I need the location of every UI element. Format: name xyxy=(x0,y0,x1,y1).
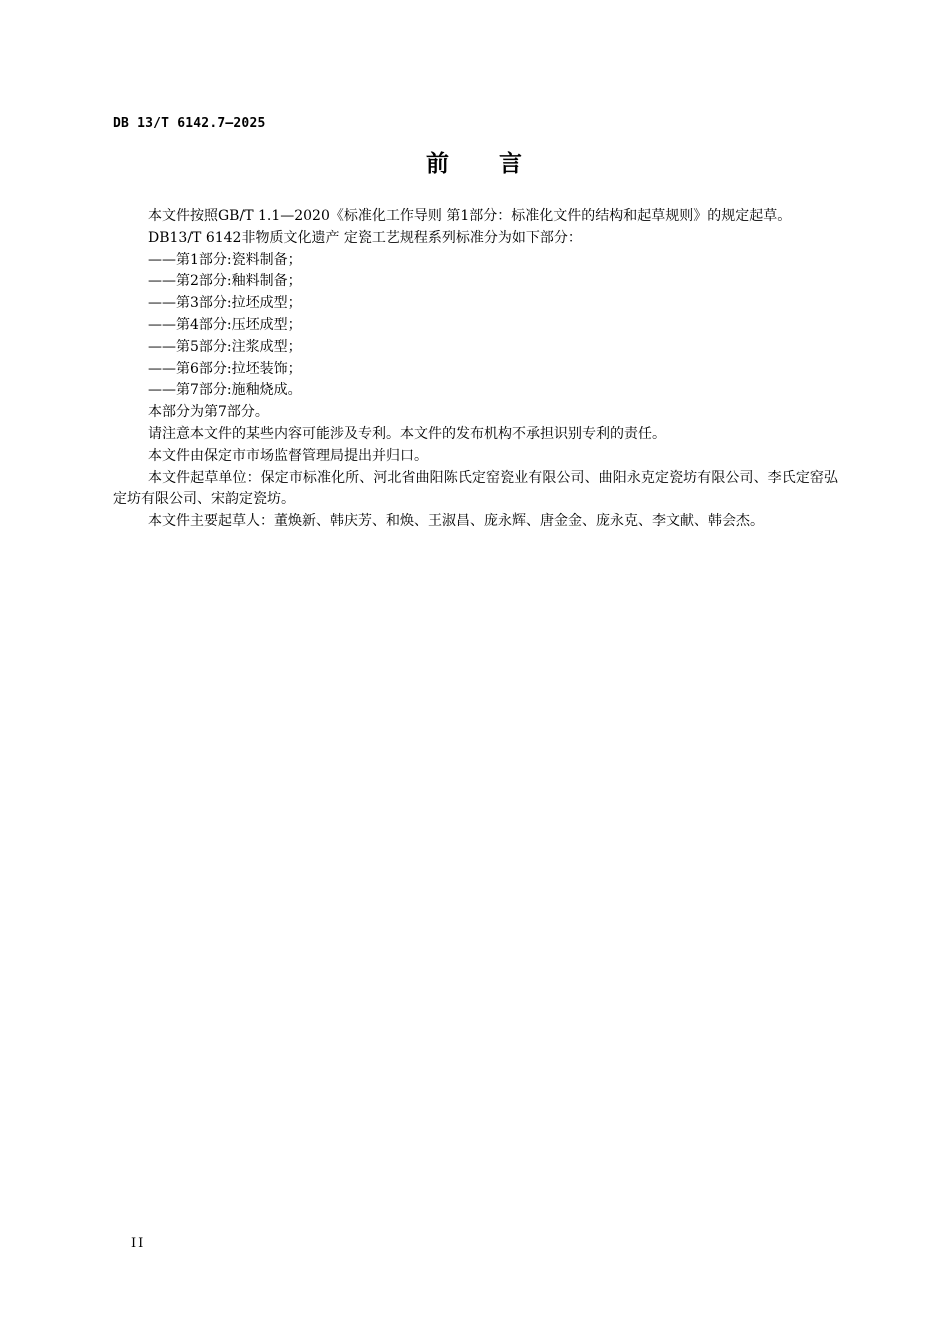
paragraph-series-intro: DB13/T 6142非物质文化遗产 定瓷工艺规程系列标准分为如下部分： xyxy=(148,229,582,246)
page-title xyxy=(0,145,950,178)
list-item-part-6: ——第6部分:拉坯装饰； xyxy=(148,360,302,377)
list-item-part-2: ——第2部分:釉料制备； xyxy=(148,273,302,290)
document-code: DB 13/T 6142.7—2025 xyxy=(113,116,266,131)
list-item-part-7: ——第7部分:施釉烧成。 xyxy=(148,382,302,399)
paragraph-drafting-units: 本文件起草单位：保定市标准化所、河北省曲阳陈氏定窑瓷业有限公司、曲阳永克定瓷坊有限公司、李氏定窑弘定坊有限公司、宋韵定瓷坊。 xyxy=(113,469,838,508)
list-item-part-3: ——第3部分:拉坯成型； xyxy=(148,295,302,312)
paragraph-drafters: 本文件主要起草人：董焕新、韩庆芳、和焕、王淑昌、庞永辉、唐金金、庞永克、李文献、韩会杰。 xyxy=(148,513,764,530)
paragraph-patent-notice: 请注意本文件的某些内容可能涉及专利。本文件的发布机构不承担识别专利的责任。 xyxy=(148,425,666,442)
paragraph-drafting-rules: 本文件按照GB/T 1.1—2020《标准化工作导则 第1部分：标准化文件的结构和起草规则》的规定起草。 xyxy=(148,208,792,224)
list-item-part-1: ——第1部分:瓷料制备； xyxy=(148,251,302,268)
title-char-2: 言 xyxy=(499,151,524,177)
paragraph-this-part: 本部分为第7部分。 xyxy=(148,404,269,421)
list-item-part-5: ——第5部分:注浆成型； xyxy=(148,338,302,355)
foreword-body xyxy=(113,206,838,533)
title-char-1: 前 xyxy=(426,151,451,177)
page-number: II xyxy=(131,1236,146,1251)
list-item-part-4: ——第4部分:压坯成型； xyxy=(148,316,302,333)
paragraph-proposer: 本文件由保定市市场监督管理局提出并归口。 xyxy=(148,447,428,464)
